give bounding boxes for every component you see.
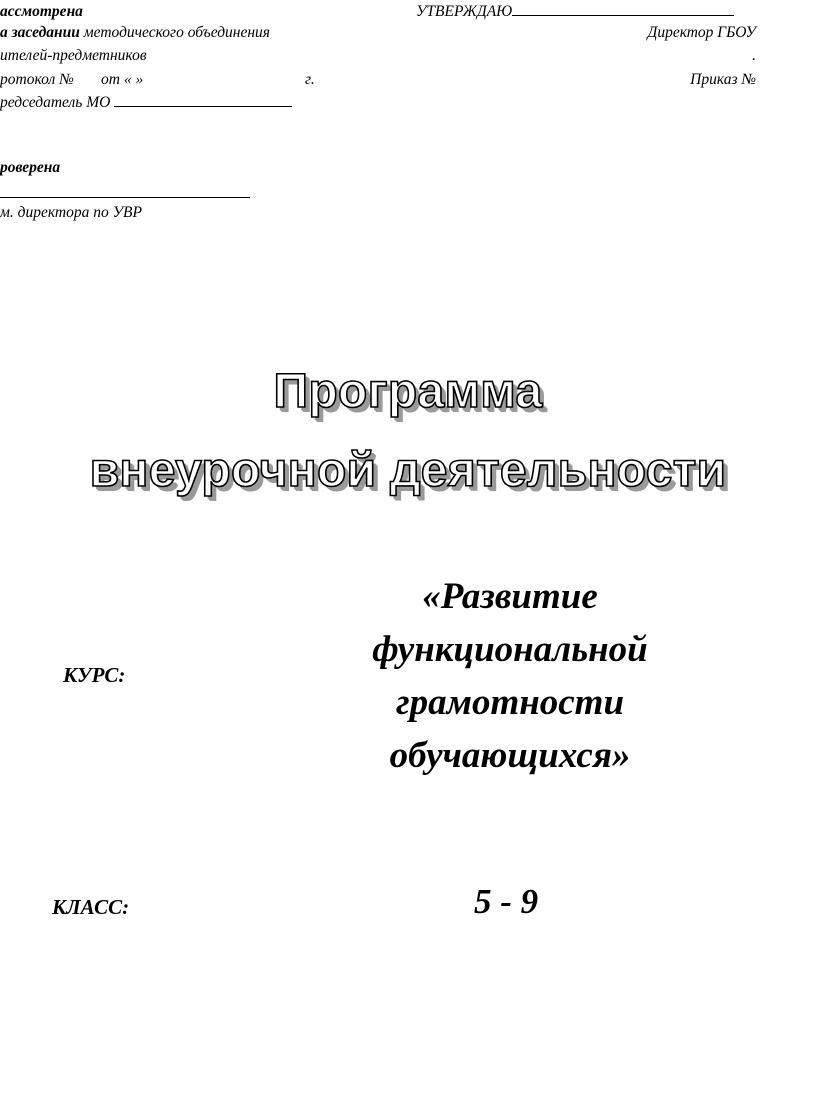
approve-label: УТВЕРЖДАЮ xyxy=(416,3,513,20)
deputy-line: м. директора по УВР xyxy=(0,204,142,221)
approve-line xyxy=(416,4,734,20)
title-line-2: внеурочной деятельности xyxy=(89,444,727,497)
course-name-line-4: обучающихся» xyxy=(389,735,631,776)
protocol-number: ротокол № xyxy=(0,71,74,88)
protocol-date: от « » xyxy=(101,71,144,88)
checked-signature-line xyxy=(0,197,250,198)
title-line-1: Программа xyxy=(273,365,543,418)
course-label: КУРС: xyxy=(63,663,126,687)
course-name-line-1: «Развитие xyxy=(422,576,598,617)
course-name-line-2: функциональной xyxy=(372,629,648,670)
teachers-line: ителей-предметников xyxy=(0,47,147,64)
grade-label: КЛАСС: xyxy=(52,895,130,919)
chairman-label: редседатель МО xyxy=(0,94,111,111)
protocol-year: г. xyxy=(305,71,315,88)
chairman-line xyxy=(0,95,292,111)
course-name xyxy=(300,570,720,782)
meeting-rest: методического объединения xyxy=(79,24,270,41)
director-title: Директор ГБОУ xyxy=(647,24,756,41)
meeting-bold: а заседании xyxy=(0,24,80,41)
order-number: Приказ № xyxy=(690,71,756,88)
checked-heading: роверена xyxy=(0,159,61,176)
approve-signature-line xyxy=(512,15,734,16)
reviewed-heading: ассмотрена xyxy=(0,3,83,20)
meeting-line xyxy=(0,25,270,41)
course-name-line-3: грамотности xyxy=(395,682,625,723)
director-dot: . xyxy=(752,47,756,64)
chairman-signature-line xyxy=(114,106,292,107)
grade-value: 5 - 9 xyxy=(474,882,539,921)
